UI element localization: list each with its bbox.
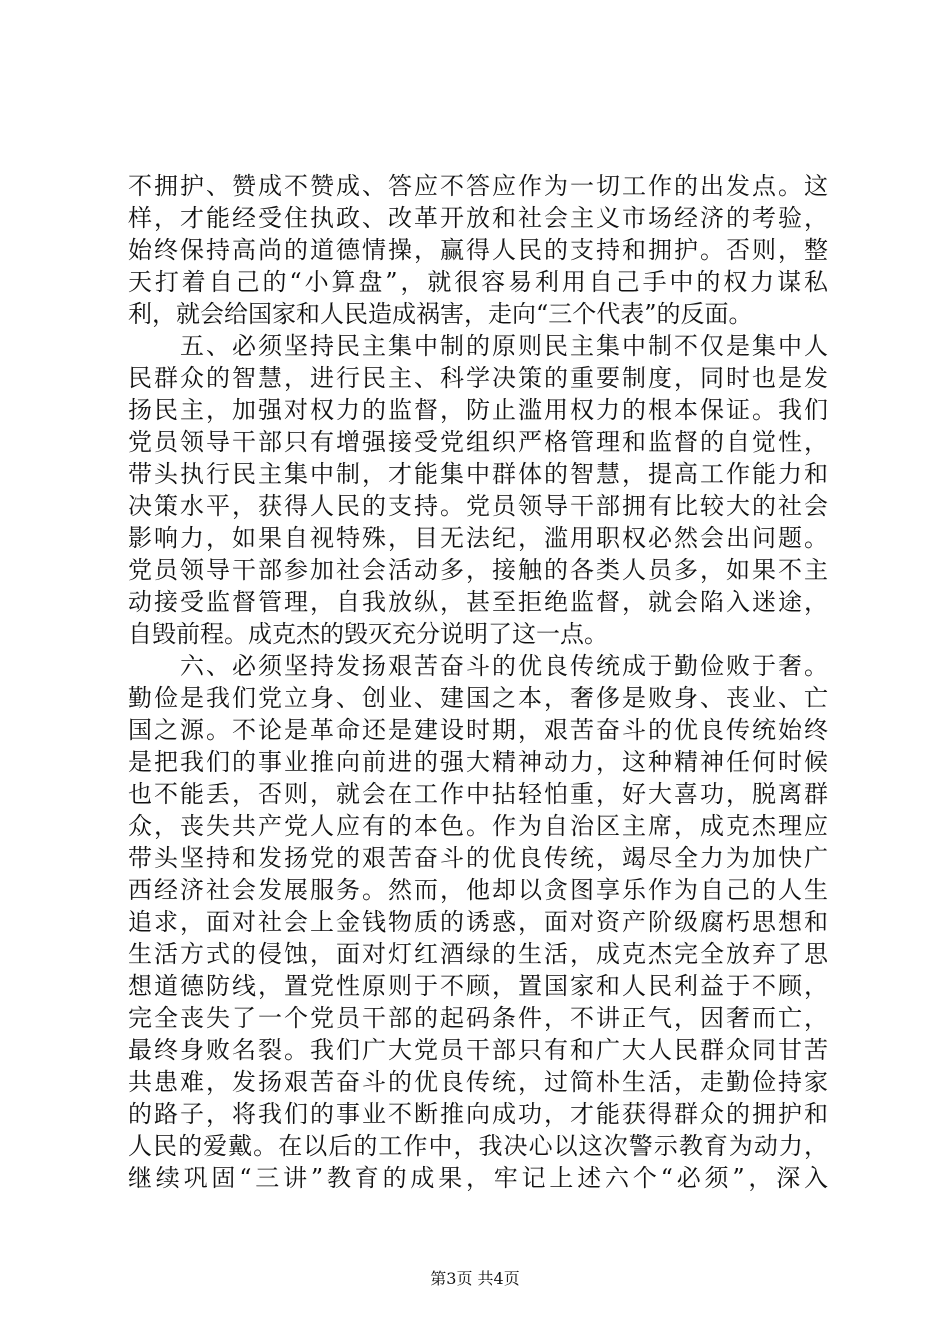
text-line: 追求，面对社会上金钱物质的诱惑，面对资产阶级腐朽思想和 <box>128 908 828 936</box>
body-text <box>128 170 828 1194</box>
text-line: 带头执行民主集中制，才能集中群体的智慧，提高工作能力和 <box>128 460 828 488</box>
text-line: 党员领导干部参加社会活动多，接触的各类人员多，如果不主 <box>128 556 828 584</box>
text-line: 完全丧失了一个党员干部的起码条件，不讲正气，因奢而亡， <box>128 1004 828 1032</box>
text-line: 也不能丢，否则，就会在工作中拈轻怕重，好大喜功，脱离群 <box>128 780 828 808</box>
text-line: 最终身败名裂。我们广大党员干部只有和广大人民群众同甘苦 <box>128 1036 828 1064</box>
text-line: 动接受监督管理，自我放纵，甚至拒绝监督，就会陷入迷途， <box>128 588 828 616</box>
text-line: 样，才能经受住执政、改革开放和社会主义市场经济的考验， <box>128 204 828 232</box>
text-line: 天打着自己的“小算盘”，就很容易利用自己手中的权力谋私 <box>128 268 828 296</box>
text-line: 不拥护、赞成不赞成、答应不答应作为一切工作的出发点。这 <box>128 172 828 200</box>
page-footer: 第3页 共4页 <box>430 1269 520 1288</box>
text-line: 生活方式的侵蚀，面对灯红酒绿的生活，成克杰完全放弃了思 <box>128 940 828 968</box>
text-line: 始终保持高尚的道德情操，赢得人民的支持和拥护。否则，整 <box>128 236 828 264</box>
text-line: 五、必须坚持民主集中制的原则民主集中制不仅是集中人 <box>128 332 828 360</box>
text-line: 人民的爱戴。在以后的工作中，我决心以这次警示教育为动力， <box>128 1132 828 1160</box>
text-line: 扬民主，加强对权力的监督，防止滥用权力的根本保证。我们 <box>128 396 828 424</box>
text-line: 想道德防线，置党性原则于不顾，置国家和人民利益于不顾， <box>128 972 828 1000</box>
text-line: 影响力，如果自视特殊，目无法纪，滥用职权必然会出问题。 <box>128 524 828 552</box>
text-line: 勤俭是我们党立身、创业、建国之本，奢侈是败身、丧业、亡 <box>128 684 828 712</box>
text-line: 六、必须坚持发扬艰苦奋斗的优良传统成于勤俭败于奢。 <box>128 652 828 680</box>
text-line: 利，就会给国家和人民造成祸害，走向“三个代表”的反面。 <box>128 300 753 328</box>
text-line: 众，丧失共产党人应有的本色。作为自治区主席，成克杰理应 <box>128 812 828 840</box>
text-line: 的路子，将我们的事业不断推向成功，才能获得群众的拥护和 <box>128 1100 828 1128</box>
text-line: 自毁前程。成克杰的毁灭充分说明了这一点。 <box>128 620 608 648</box>
text-line: 是把我们的事业推向前进的强大精神动力，这种精神任何时候 <box>128 748 828 776</box>
text-line: 民群众的智慧，进行民主、科学决策的重要制度，同时也是发 <box>128 364 828 392</box>
text-line: 党员领导干部只有增强接受党组织严格管理和监督的自觉性， <box>128 428 828 456</box>
text-line: 决策水平，获得人民的支持。党员领导干部拥有比较大的社会 <box>128 492 828 520</box>
text-line: 继续巩固“三讲”教育的成果，牢记上述六个“必须”，深入 <box>128 1164 828 1192</box>
text-line: 带头坚持和发扬党的艰苦奋斗的优良传统，竭尽全力为加快广 <box>128 844 828 872</box>
text-line: 西经济社会发展服务。然而，他却以贪图享乐作为自己的人生 <box>128 876 828 904</box>
text-line: 共患难，发扬艰苦奋斗的优良传统，过简朴生活，走勤俭持家 <box>128 1068 828 1096</box>
text-line: 国之源。不论是革命还是建设时期，艰苦奋斗的优良传统始终 <box>128 716 828 744</box>
